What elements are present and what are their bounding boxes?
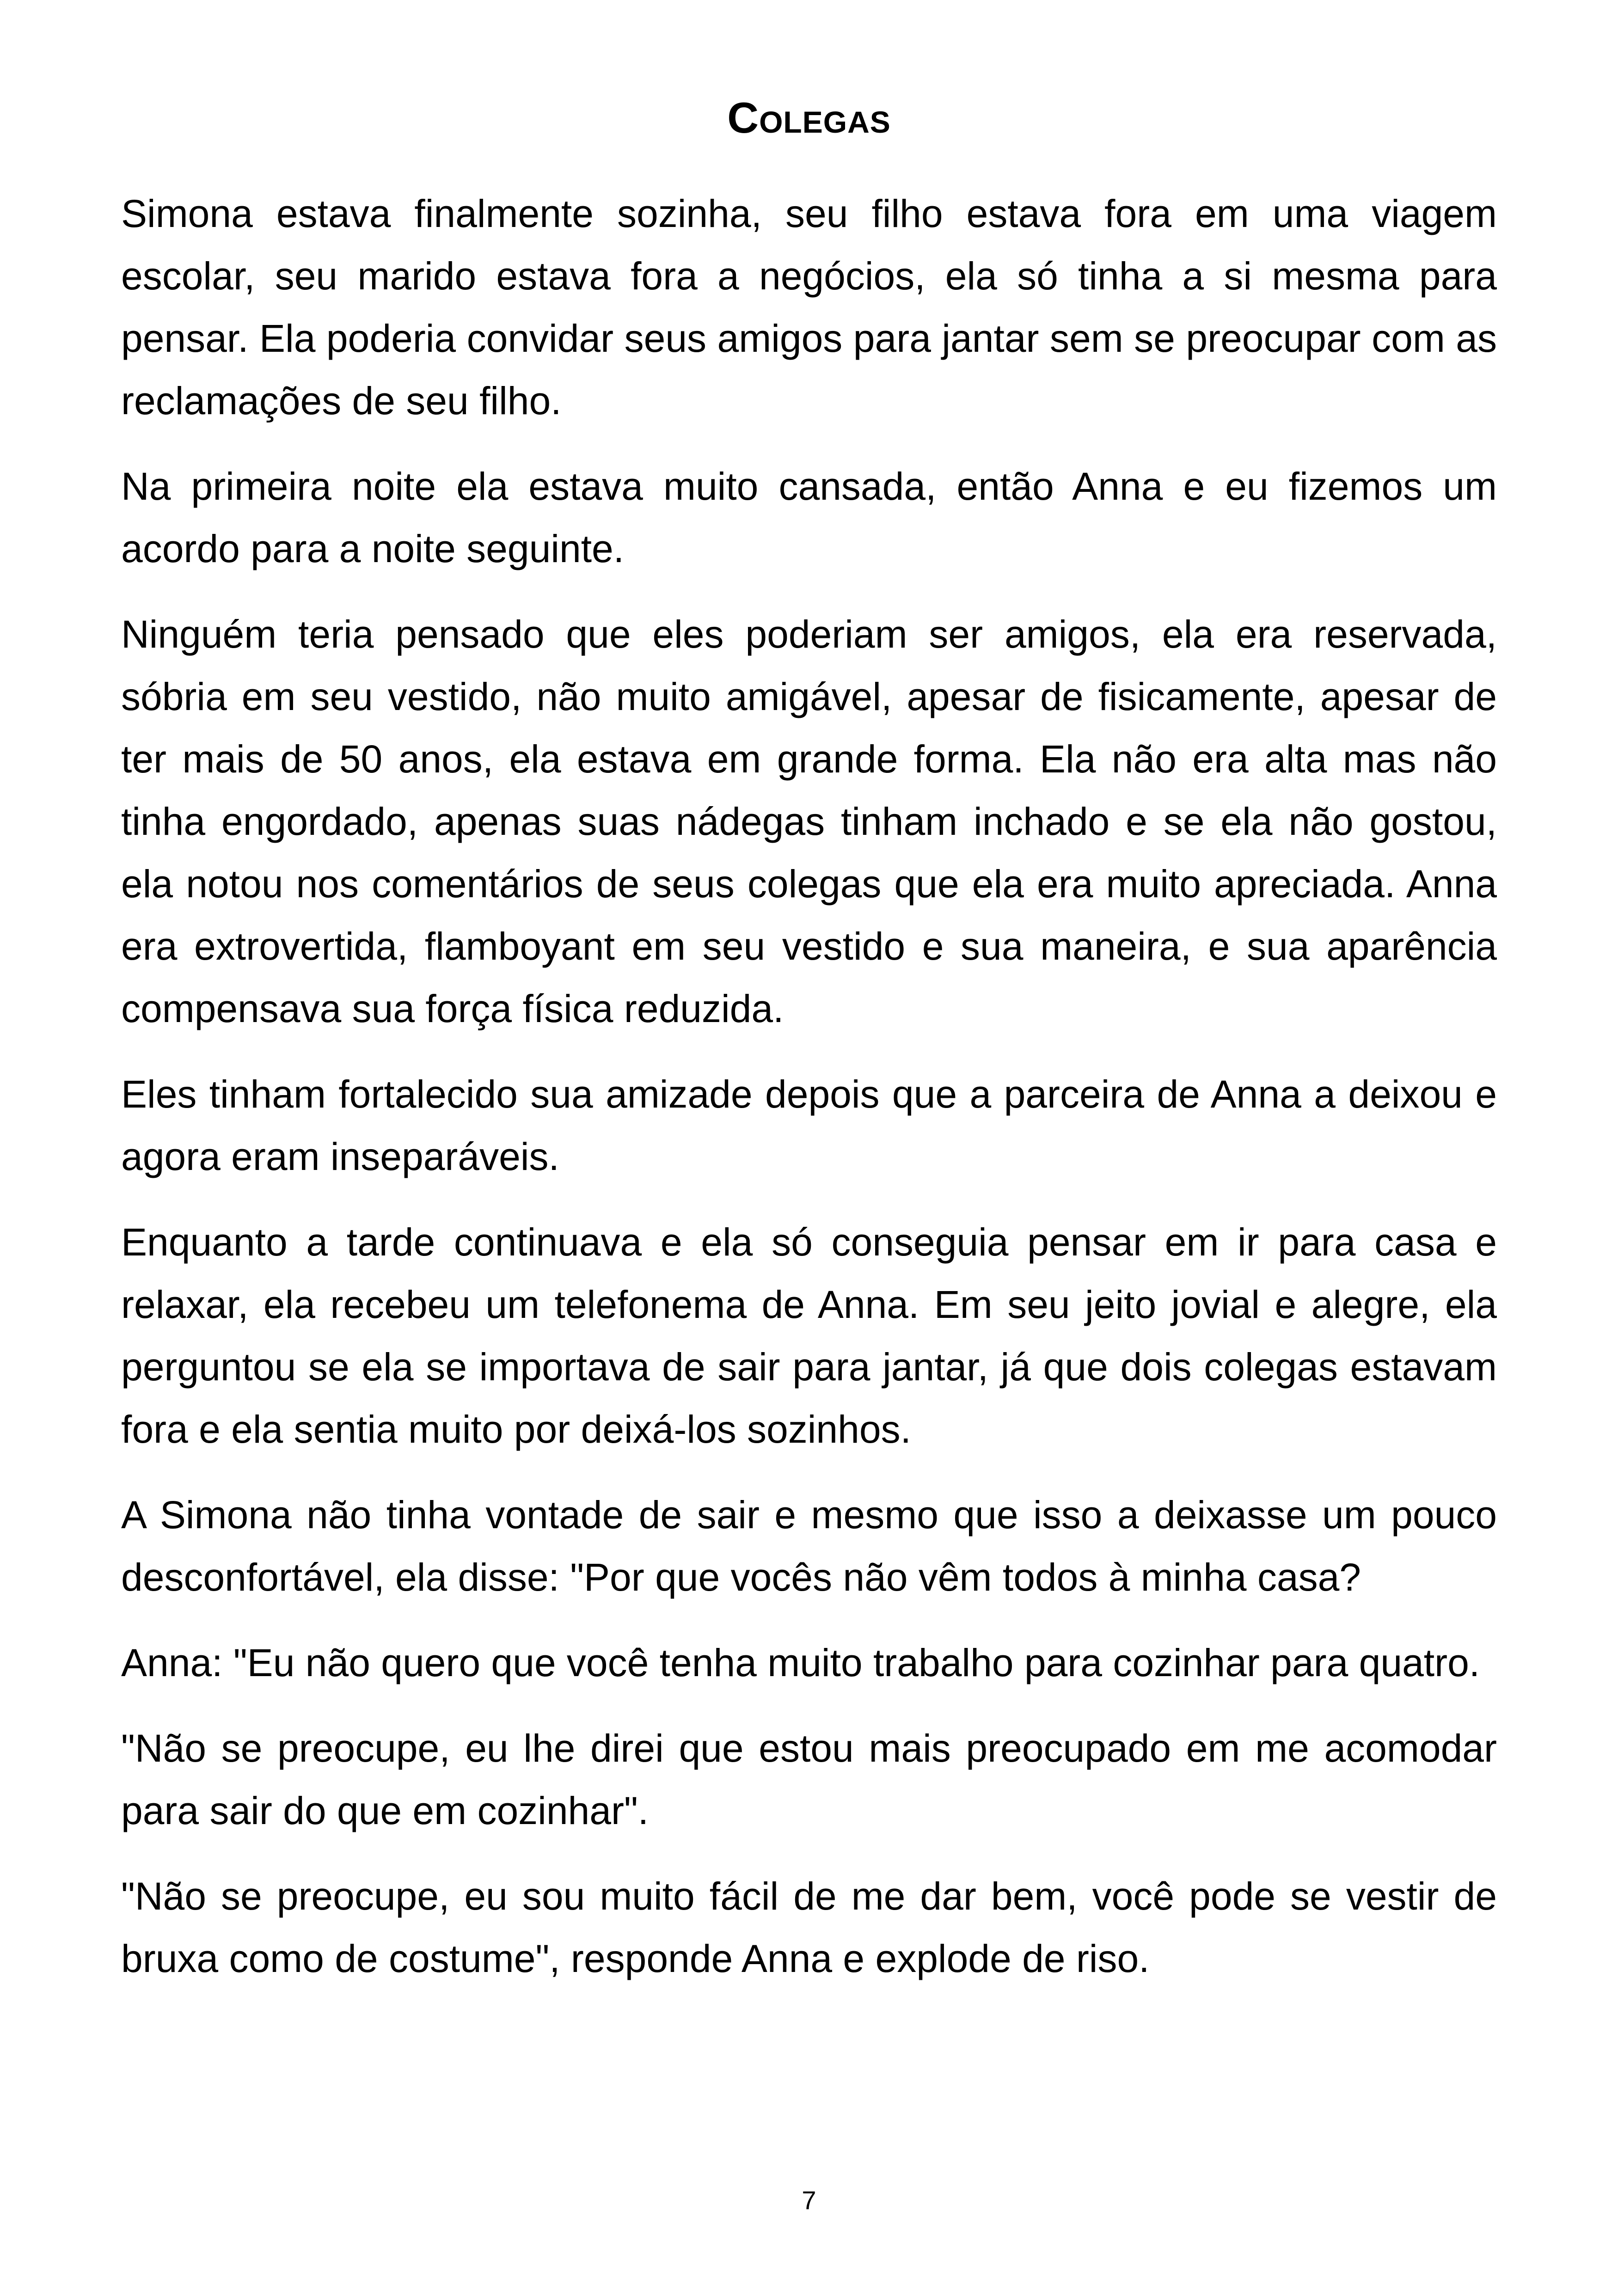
paragraph-3: Ninguém teria pensado que eles poderiam ser amigos, ela era reservada, sóbria em seu vestido, não muito amigável, apesar de fisicamente, apesar de ter mais de 50 anos, ela estava em grande forma. Ela não era alta mas não tinha engordado, apenas suas nádegas tinham inchado e se ela não gostou, ela notou nos comentários de seus colegas que ela era muito apreciada. Anna era extrovertida, flamboyant em seu vestido e sua maneira, e sua aparência compensava sua força física reduzida. (121, 612, 1497, 1030)
paragraph-5: Enquanto a tarde continuava e ela só conseguia pensar em ir para casa e relaxar, ela recebeu um telefonema de Anna. Em seu jeito jovial e alegre, ela perguntou se ela se importava de sair para jantar, já que dois colegas estavam fora e ela sentia muito por deixá-los sozinhos. (121, 1220, 1497, 1451)
paragraph-4: Eles tinham fortalecido sua amizade depois que a parceira de Anna a deixou e agora eram inseparáveis. (121, 1072, 1497, 1178)
page-number: 7 (802, 2186, 816, 2215)
paragraph-8: "Não se preocupe, eu lhe direi que estou mais preocupado em me acomodar para sair do que em cozinhar". (121, 1727, 1497, 1832)
page-title: Colegas (727, 93, 891, 142)
body-text (121, 183, 1497, 2013)
paragraph-7: Anna: "Eu não quero que você tenha muito trabalho para cozinhar para quatro. (121, 1641, 1480, 1684)
paragraph-1: Simona estava finalmente sozinha, seu filho estava fora em uma viagem escolar, seu marido estava fora a negócios, ela só tinha a si mesma para pensar. Ela poderia convidar seus amigos para jantar sem se preocupar com as reclamações de seu filho. (121, 192, 1497, 422)
paragraph-9: "Não se preocupe, eu sou muito fácil de me dar bem, você pode se vestir de bruxa como de costume", responde Anna e explode de riso. (121, 1874, 1497, 1980)
paragraph-2: Na primeira noite ela estava muito cansada, então Anna e eu fizemos um acordo para a noite seguinte. (121, 465, 1497, 570)
paragraph-6: A Simona não tinha vontade de sair e mesmo que isso a deixasse um pouco desconfortável, ela disse: "Por que vocês não vêm todos à minha casa? (121, 1493, 1497, 1599)
